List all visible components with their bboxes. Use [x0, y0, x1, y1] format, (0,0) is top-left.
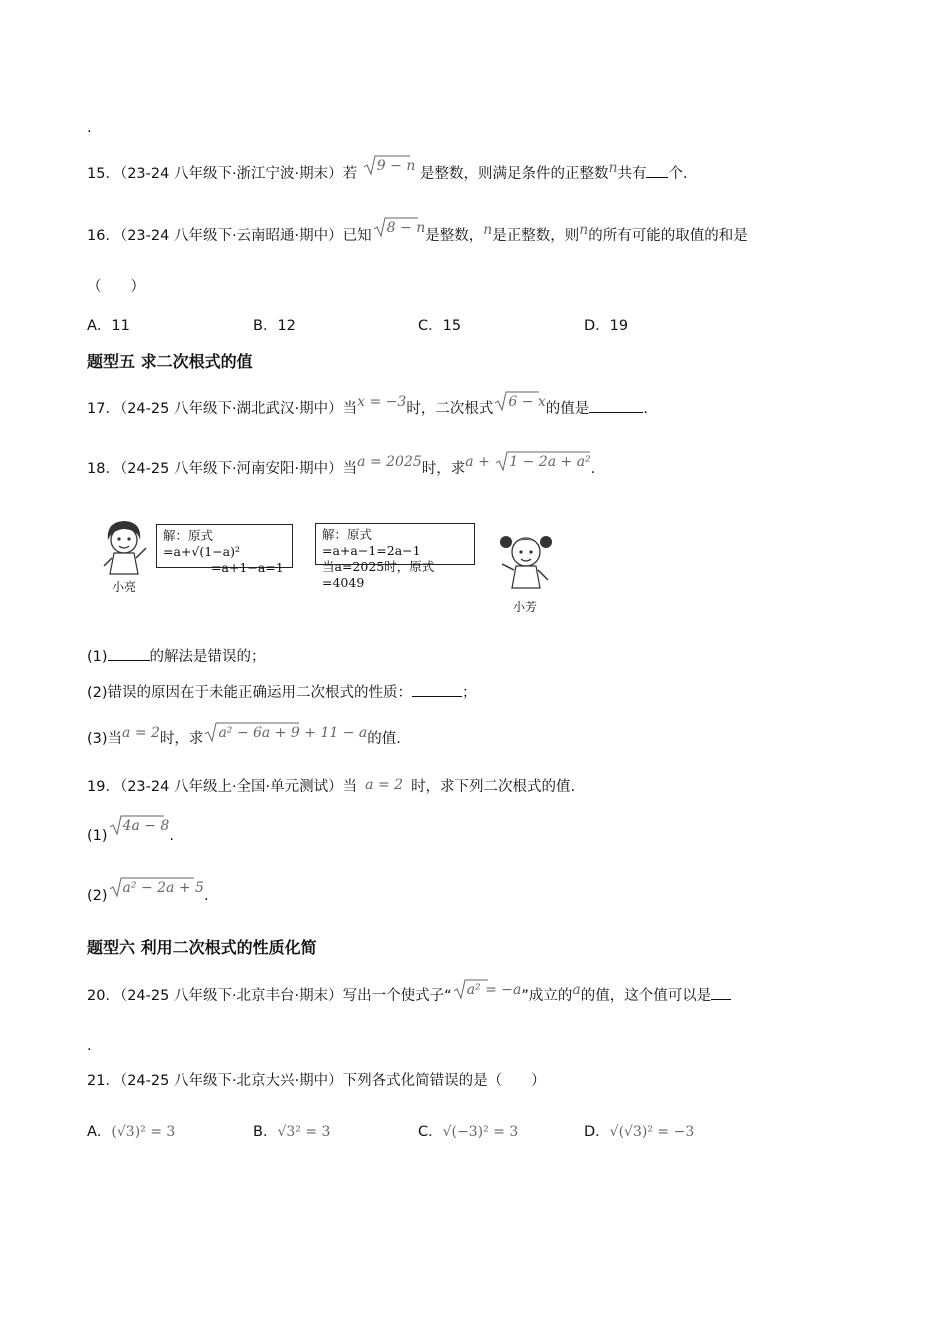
- q19-p1-end: .: [169, 828, 174, 844]
- q20-text1: 成立的: [528, 988, 573, 1004]
- q16-option-c[interactable]: C．15: [418, 318, 462, 334]
- q20-text2: 的值，这个值可以是: [580, 988, 712, 1004]
- q17-answer-blank[interactable]: [589, 398, 643, 413]
- q20-equation-rhs: = −a: [480, 982, 522, 998]
- q18-source: （24-25 八年级下·河南安阳·期中）当: [119, 461, 358, 477]
- question-16: [87, 220, 748, 246]
- q16-sqrt: [372, 218, 426, 238]
- q15-text3: 个.: [668, 166, 688, 182]
- q15-text2: 共有: [617, 166, 647, 182]
- q16-paren[interactable]: （ ）: [87, 279, 145, 295]
- q21-option-c-expr: √(−3)² = 3: [442, 1124, 519, 1140]
- q20-sqrt: [452, 980, 481, 1000]
- q21-source: （24-25 八年级下·北京大兴·期中）下列各式化简错误的是（ ）: [119, 1073, 546, 1089]
- q16-var-2: n: [579, 222, 589, 238]
- question-19: [87, 777, 575, 797]
- q19-p1-expr: 4a − 8: [122, 818, 170, 834]
- q19-condition: a = 2: [365, 777, 404, 793]
- q20-source: （24-25 八年级下·北京丰台·期末）写出一个使式子: [119, 988, 445, 1004]
- xiaofang-name: 小芳: [513, 600, 538, 614]
- xiaoliang-boy-illustration: [100, 518, 150, 580]
- question-21: [87, 1071, 546, 1091]
- q18-number: 18．: [87, 461, 120, 477]
- q17-source: （24-25 八年级下·湖北武汉·期中）当: [119, 401, 358, 417]
- xiaofang-line-1: 解：原式=a+a−1=2a−1: [322, 527, 421, 558]
- q16-source: （23-24 八年级下·云南昭通·期中）已知: [119, 228, 372, 244]
- q17-number: 17．: [87, 401, 120, 417]
- q16-text1: 是整数，: [425, 228, 484, 244]
- q18-expr-prefix: a +: [465, 454, 495, 470]
- q19-p2-sqrt: [108, 878, 204, 898]
- q16-number: 16．: [87, 228, 120, 244]
- q18-p2-end: ；: [462, 685, 477, 701]
- q15-expr: 9 − n: [376, 158, 416, 174]
- q18-p1-blank[interactable]: [108, 646, 150, 661]
- q17-end: .: [643, 401, 648, 417]
- q17-text2: 的值是: [545, 401, 590, 417]
- q20-answer-blank[interactable]: [711, 985, 731, 1000]
- xiaoliang-line-2: =a+1−a=1: [211, 560, 284, 575]
- q15-sqrt: [362, 156, 416, 176]
- q21-option-a[interactable]: [87, 1120, 175, 1141]
- q21-option-b[interactable]: [253, 1120, 330, 1141]
- q18-part-3: [87, 725, 401, 749]
- question-20: [87, 982, 731, 1006]
- q19-p1-sqrt: [108, 816, 170, 836]
- q21-option-b-expr: √3² = 3: [277, 1124, 331, 1140]
- q21-option-d-letter: D．: [584, 1124, 610, 1140]
- q19-number: 19．: [87, 779, 120, 795]
- q21-option-b-letter: B．: [253, 1124, 278, 1140]
- q16-option-d[interactable]: D．19: [584, 318, 629, 334]
- q16-option-b[interactable]: B．12: [253, 318, 296, 334]
- xiaoliang-line-1: 解：原式=a+√(1−a)²: [163, 528, 241, 559]
- q18-p1-text: 的解法是错误的；: [149, 649, 266, 665]
- q18-p3-sqrt: [203, 723, 299, 743]
- q21-option-a-expr: (√3)² = 3: [111, 1124, 176, 1140]
- q16-text2: 是正整数，则: [492, 228, 580, 244]
- q15-answer-blank[interactable]: [646, 163, 668, 178]
- question-17: [87, 394, 648, 419]
- q19-text1: 时，求下列二次根式的值.: [411, 779, 576, 795]
- q21-option-d-expr: √(√3)² = −3: [609, 1124, 695, 1140]
- q21-option-d[interactable]: [584, 1120, 694, 1141]
- q21-number: 21．: [87, 1073, 120, 1089]
- q18-p3-text1: 当: [107, 731, 123, 747]
- q18-p3-tail: + 11 − a: [299, 725, 368, 741]
- q19-part-2: [87, 880, 209, 906]
- q19-p1-label: (1): [87, 828, 108, 844]
- q18-part-1: [87, 646, 266, 667]
- q18-p2-label: (2): [87, 685, 108, 701]
- q18-p3-text2: 时，求: [159, 731, 204, 747]
- q18-p2-text: 错误的原因在于未能正确运用二次根式的性质：: [107, 685, 413, 701]
- q18-p3-condition: a = 2: [122, 725, 160, 741]
- q18-sqrt: [494, 452, 590, 472]
- q18-p2-blank[interactable]: [412, 682, 462, 697]
- top-dot: .: [87, 120, 92, 136]
- q17-condition: x = −3: [357, 394, 407, 410]
- question-18: [87, 454, 596, 479]
- q18-p3-expr: a² − 6a + 9: [218, 725, 300, 741]
- q20-number: 20．: [87, 988, 120, 1004]
- q18-p3-label: (3): [87, 731, 108, 747]
- q19-p2-label: (2): [87, 888, 108, 904]
- q18-end: .: [590, 461, 596, 477]
- q18-text1: 时，求: [421, 461, 466, 477]
- q18-p1-label: (1): [87, 649, 108, 665]
- q20-right-quote: ”: [521, 988, 529, 1004]
- xiaoliang-solution-box: [156, 524, 293, 575]
- q18-expr: 1 − 2a + a²: [509, 454, 591, 470]
- section-5-title: 题型五 求二次根式的值: [87, 352, 253, 371]
- q18-p3-text3: 的值.: [367, 731, 401, 747]
- q20-end: .: [87, 1038, 92, 1054]
- q15-text1: 是整数，则满足条件的正整数: [419, 166, 609, 182]
- q19-p2-expr: a² − 2a + 5: [122, 880, 204, 896]
- q17-expr: 6 − x: [508, 394, 546, 410]
- q18-part-2: [87, 682, 477, 703]
- q16-var-1: n: [483, 222, 493, 238]
- q18-condition: a = 2025: [357, 454, 422, 470]
- q16-text3: 的所有可能的取值的和是: [588, 228, 748, 244]
- q21-option-c[interactable]: [418, 1120, 518, 1141]
- xiaoliang-name: 小亮: [112, 580, 137, 594]
- q16-expr: 8 − n: [386, 220, 426, 236]
- q15-source: （23-24 八年级下·浙江宁波·期末）若: [119, 166, 358, 182]
- q15-var: n: [608, 160, 618, 176]
- q20-left-quote: “: [444, 988, 452, 1004]
- q20-expr: a²: [466, 982, 481, 998]
- q21-option-c-letter: C．: [418, 1124, 443, 1140]
- q19-p2-end: .: [203, 888, 209, 904]
- q19-source: （23-24 八年级上·全国·单元测试）当: [119, 779, 358, 795]
- xiaofang-girl-illustration: [496, 528, 556, 594]
- q17-text1: 时，二次根式: [406, 401, 494, 417]
- q15-number: 15．: [87, 166, 120, 182]
- xiaofang-solution-box: [315, 523, 475, 590]
- q20-var: a: [572, 982, 581, 998]
- q17-sqrt: [493, 392, 545, 412]
- q19-part-1: [87, 818, 174, 846]
- q16-option-a[interactable]: A．11: [87, 318, 130, 334]
- question-15: [87, 158, 688, 184]
- q21-option-a-letter: A．: [87, 1124, 112, 1140]
- section-6-title: 题型六 利用二次根式的性质化简: [87, 938, 317, 957]
- xiaofang-line-2: 当a=2025时，原式=4049: [322, 559, 435, 590]
